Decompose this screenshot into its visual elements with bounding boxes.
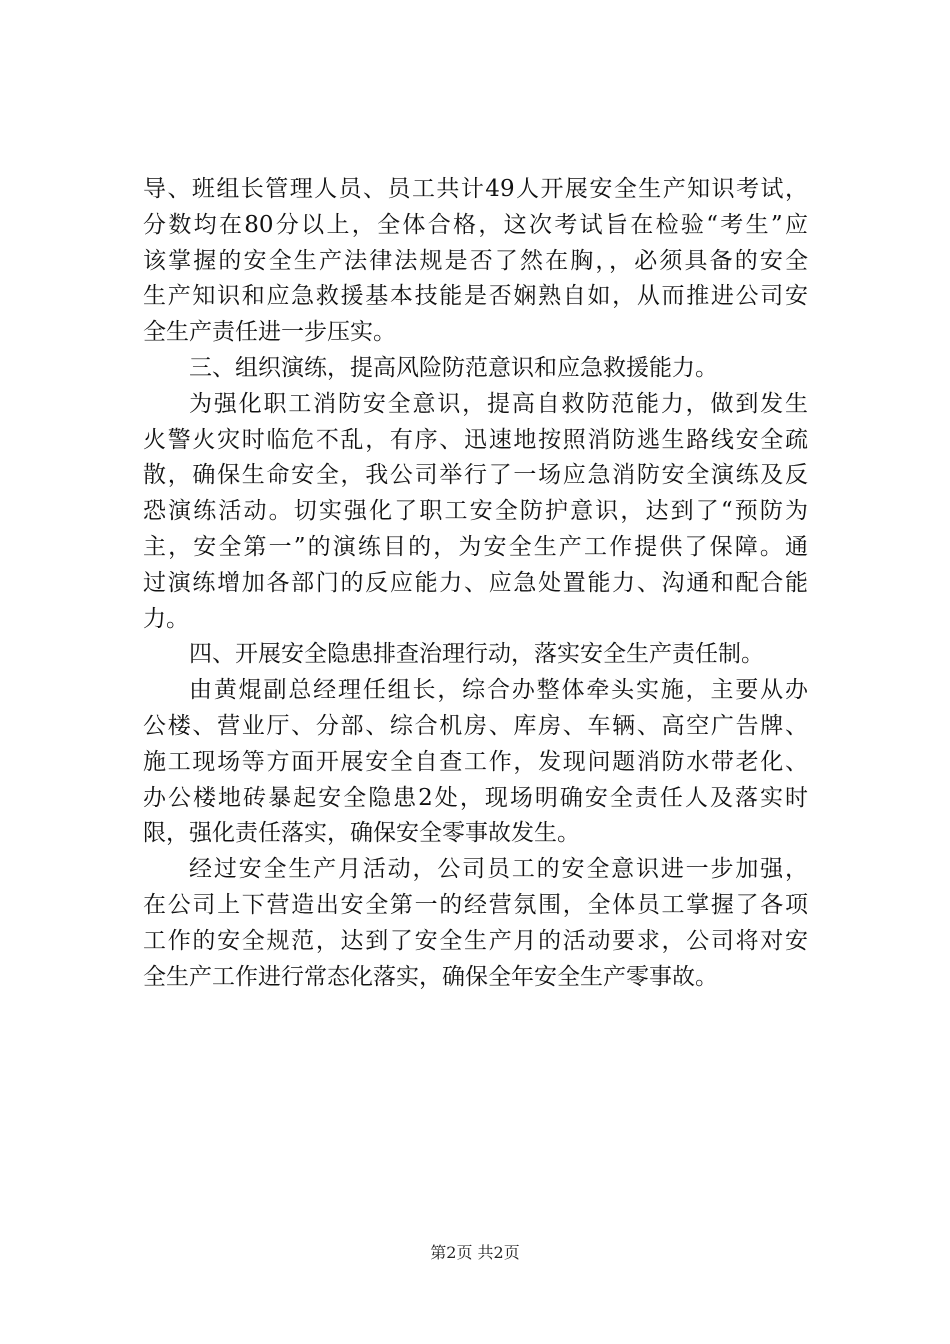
text-line: 散，确保生命安全，我公司举行了一场应急消防安全演练及反 <box>143 462 808 489</box>
text-line: 力。 <box>143 605 189 632</box>
text-line: 生产知识和应急救援基本技能是否娴熟自如，从而推进公司安 <box>143 283 808 310</box>
text-line: 工作的安全规范，达到了安全生产月的活动要求，公司将对安 <box>143 927 808 954</box>
text-line: 由黄焜副总经理任组长，综合办整体牵头实施，主要从办 <box>189 677 808 704</box>
text-line: 公楼、营业厅、分部、综合机房、库房、车辆、高空广告牌、 <box>143 712 808 739</box>
text-line: 全生产责任进一步压实。 <box>143 319 396 346</box>
text-line: 过演练增加各部门的反应能力、应急处置能力、沟通和配合能 <box>143 569 808 596</box>
text-line: 分数均在80分以上，全体合格，这次考试旨在检验“考生”应 <box>143 211 808 238</box>
document-body <box>143 172 808 995</box>
text-line: 限，强化责任落实，确保安全零事故发生。 <box>143 820 580 847</box>
text-line: 该掌握的安全生产法律法规是否了然在胸，，必须具备的安全 <box>143 247 808 274</box>
text-line: 火警火灾时临危不乱，有序、迅速地按照消防逃生路线安全疏 <box>143 426 808 453</box>
page-footer: 第2页 共2页 <box>430 1243 520 1262</box>
text-line: 为强化职工消防安全意识，提高自救防范能力，做到发生 <box>189 390 808 417</box>
text-line: 全生产工作进行常态化落实，确保全年安全生产零事故。 <box>143 963 718 990</box>
text-line: 导、班组长管理人员、员工共计49人开展安全生产知识考试， <box>143 176 808 202</box>
text-line: 办公楼地砖暴起安全隐患2处，现场明确安全责任人及落实时 <box>143 784 808 811</box>
text-line: 经过安全生产月活动，公司员工的安全意识进一步加强， <box>189 856 808 883</box>
text-line: 主，安全第一”的演练目的，为安全生产工作提供了保障。通 <box>143 533 808 560</box>
text-line: 三、组织演练，提高风险防范意识和应急救援能力。 <box>189 354 718 381</box>
text-line: 在公司上下营造出安全第一的经营氛围，全体员工掌握了各项 <box>143 891 808 918</box>
text-line: 四、开展安全隐患排查治理行动，落实安全生产责任制。 <box>189 641 764 668</box>
text-line: 恐演练活动。切实强化了职工安全防护意识，达到了“预防为 <box>143 498 808 525</box>
text-line: 施工现场等方面开展安全自查工作，发现问题消防水带老化、 <box>143 748 808 775</box>
